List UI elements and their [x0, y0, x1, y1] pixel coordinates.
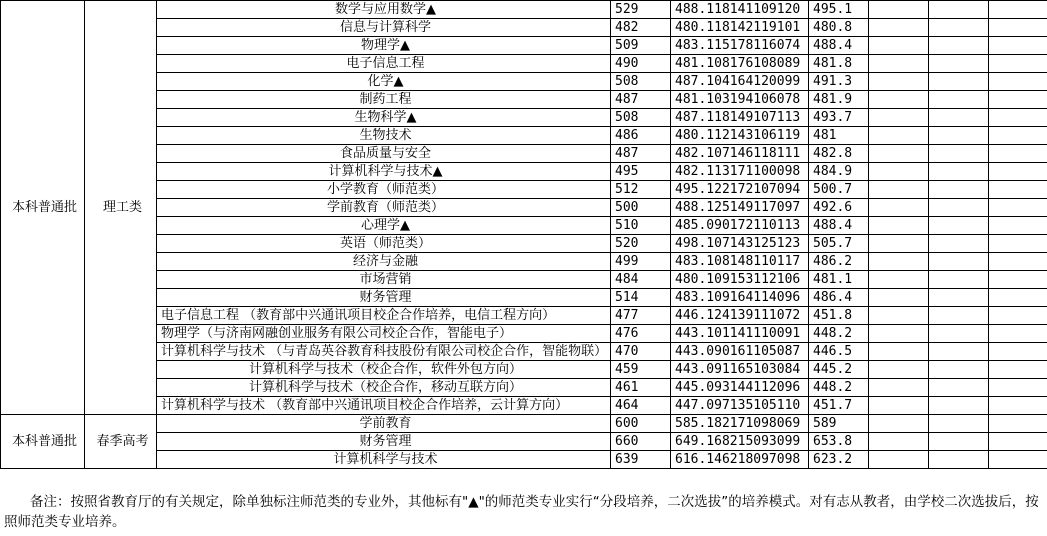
major-cell: 财务管理 — [157, 433, 611, 451]
avg-score-cell: 493.7 — [809, 109, 869, 127]
major-cell: 计算机科学与技术 （与青岛英谷教育科技股份有限公司校企合作，智能物联） — [157, 343, 611, 361]
empty-cell — [929, 415, 989, 433]
max-score-cell: 500 — [611, 199, 671, 217]
empty-cell — [869, 325, 929, 343]
table-row — [1, 271, 1047, 289]
avg-score-cell: 653.8 — [809, 433, 869, 451]
empty-cell — [989, 109, 1047, 127]
major-cell: 学前教育 — [157, 415, 611, 433]
ranking-code-cell: 483.108148110117 — [671, 253, 809, 271]
empty-cell — [929, 397, 989, 415]
max-score-cell: 639 — [611, 451, 671, 469]
max-score-cell: 600 — [611, 415, 671, 433]
empty-cell — [869, 127, 929, 145]
avg-score-cell: 446.5 — [809, 343, 869, 361]
major-cell: 物理学（与济南网融创业服务有限公司校企合作，智能电子） — [157, 325, 611, 343]
empty-cell — [929, 271, 989, 289]
max-score-cell: 510 — [611, 217, 671, 235]
avg-score-cell: 481.8 — [809, 55, 869, 73]
max-score-cell: 476 — [611, 325, 671, 343]
max-score-cell: 470 — [611, 343, 671, 361]
ranking-code-cell: 649.168215093099 — [671, 433, 809, 451]
table-row — [1, 109, 1047, 127]
empty-cell — [869, 289, 929, 307]
table-row — [1, 73, 1047, 91]
empty-cell — [989, 163, 1047, 181]
empty-cell — [929, 1, 989, 19]
table-row — [1, 55, 1047, 73]
avg-score-cell: 505.7 — [809, 235, 869, 253]
empty-cell — [989, 235, 1047, 253]
table-row — [1, 37, 1047, 55]
table-row — [1, 19, 1047, 37]
ranking-code-cell: 443.101141110091 — [671, 325, 809, 343]
empty-cell — [989, 415, 1047, 433]
ranking-code-cell: 488.125149117097 — [671, 199, 809, 217]
empty-cell — [869, 145, 929, 163]
table-row — [1, 253, 1047, 271]
table-row — [1, 451, 1047, 469]
empty-cell — [989, 217, 1047, 235]
max-score-cell: 461 — [611, 379, 671, 397]
avg-score-cell: 481.9 — [809, 91, 869, 109]
avg-score-cell: 481.1 — [809, 271, 869, 289]
empty-cell — [929, 307, 989, 325]
max-score-cell: 495 — [611, 163, 671, 181]
empty-cell — [929, 325, 989, 343]
avg-score-cell: 482.8 — [809, 145, 869, 163]
max-score-cell: 508 — [611, 109, 671, 127]
avg-score-cell: 486.2 — [809, 253, 869, 271]
empty-cell — [929, 181, 989, 199]
batch-cell: 本科普通批 — [1, 1, 85, 415]
empty-cell — [989, 289, 1047, 307]
major-cell: 生物技术 — [157, 127, 611, 145]
avg-score-cell: 451.7 — [809, 397, 869, 415]
max-score-cell: 508 — [611, 73, 671, 91]
empty-cell — [989, 145, 1047, 163]
ranking-code-cell: 481.108176108089 — [671, 55, 809, 73]
major-cell: 生物科学▲ — [157, 109, 611, 127]
ranking-code-cell: 616.146218097098 — [671, 451, 809, 469]
major-cell: 计算机科学与技术 （教育部中兴通讯项目校企合作培养，云计算方向） — [157, 397, 611, 415]
ranking-code-cell: 495.122172107094 — [671, 181, 809, 199]
major-cell: 电子信息工程 — [157, 55, 611, 73]
empty-cell — [929, 19, 989, 37]
ranking-code-cell: 447.097135105110 — [671, 397, 809, 415]
category-cell: 春季高考 — [85, 415, 157, 469]
empty-cell — [989, 199, 1047, 217]
major-cell: 计算机科学与技术▲ — [157, 163, 611, 181]
major-cell: 学前教育（师范类） — [157, 199, 611, 217]
major-cell: 经济与金融 — [157, 253, 611, 271]
max-score-cell: 514 — [611, 289, 671, 307]
avg-score-cell: 495.1 — [809, 1, 869, 19]
empty-cell — [929, 163, 989, 181]
avg-score-cell: 491.3 — [809, 73, 869, 91]
major-cell: 制药工程 — [157, 91, 611, 109]
max-score-cell: 499 — [611, 253, 671, 271]
major-cell: 食品质量与安全 — [157, 145, 611, 163]
empty-cell — [929, 199, 989, 217]
batch-cell: 本科普通批 — [1, 415, 85, 469]
table-row — [1, 235, 1047, 253]
ranking-code-cell: 443.091165103084 — [671, 361, 809, 379]
table-row — [1, 415, 1047, 433]
max-score-cell: 464 — [611, 397, 671, 415]
empty-cell — [869, 433, 929, 451]
empty-cell — [869, 235, 929, 253]
empty-cell — [869, 253, 929, 271]
max-score-cell: 486 — [611, 127, 671, 145]
table-row — [1, 361, 1047, 379]
table-row — [1, 325, 1047, 343]
empty-cell — [929, 91, 989, 109]
empty-cell — [929, 289, 989, 307]
table-row — [1, 163, 1047, 181]
table-row — [1, 199, 1047, 217]
ranking-code-cell: 487.104164120099 — [671, 73, 809, 91]
category-cell: 理工类 — [85, 1, 157, 415]
table-row — [1, 145, 1047, 163]
ranking-code-cell: 482.107146118111 — [671, 145, 809, 163]
table-row — [1, 307, 1047, 325]
empty-cell — [989, 361, 1047, 379]
major-cell: 计算机科学与技术（校企合作，移动互联方向） — [157, 379, 611, 397]
empty-cell — [989, 271, 1047, 289]
empty-cell — [989, 253, 1047, 271]
empty-cell — [869, 217, 929, 235]
empty-cell — [869, 415, 929, 433]
max-score-cell: 477 — [611, 307, 671, 325]
table-row — [1, 379, 1047, 397]
major-cell: 计算机科学与技术 — [157, 451, 611, 469]
empty-cell — [869, 163, 929, 181]
empty-cell — [989, 307, 1047, 325]
table-row — [1, 433, 1047, 451]
avg-score-cell: 492.6 — [809, 199, 869, 217]
max-score-cell: 529 — [611, 1, 671, 19]
avg-score-cell: 445.2 — [809, 361, 869, 379]
empty-cell — [869, 361, 929, 379]
empty-cell — [929, 361, 989, 379]
avg-score-cell: 484.9 — [809, 163, 869, 181]
footnote: 备注：按照省教育厅的有关规定，除单独标注师范类的专业外，其他标有"▲"的师范类专业实行“分段培养，二次选拔”的培养模式。对有志从教者，由学校二次选拔后，按照师范类专业培养。 — [4, 494, 1039, 530]
empty-cell — [989, 55, 1047, 73]
ranking-code-cell: 487.118149107113 — [671, 109, 809, 127]
empty-cell — [869, 55, 929, 73]
avg-score-cell: 448.2 — [809, 379, 869, 397]
ranking-code-cell: 483.115178116074 — [671, 37, 809, 55]
avg-score-cell: 481 — [809, 127, 869, 145]
empty-cell — [929, 127, 989, 145]
empty-cell — [989, 451, 1047, 469]
ranking-code-cell: 481.103194106078 — [671, 91, 809, 109]
empty-cell — [869, 199, 929, 217]
empty-cell — [869, 271, 929, 289]
avg-score-cell: 589 — [809, 415, 869, 433]
empty-cell — [929, 109, 989, 127]
empty-cell — [869, 307, 929, 325]
empty-cell — [929, 73, 989, 91]
max-score-cell: 660 — [611, 433, 671, 451]
empty-cell — [989, 343, 1047, 361]
max-score-cell: 487 — [611, 145, 671, 163]
avg-score-cell: 486.4 — [809, 289, 869, 307]
max-score-cell: 509 — [611, 37, 671, 55]
avg-score-cell: 488.4 — [809, 217, 869, 235]
empty-cell — [929, 451, 989, 469]
table-row — [1, 127, 1047, 145]
avg-score-cell: 488.4 — [809, 37, 869, 55]
table-row — [1, 343, 1047, 361]
empty-cell — [989, 379, 1047, 397]
empty-cell — [929, 37, 989, 55]
ranking-code-cell: 446.124139111072 — [671, 307, 809, 325]
avg-score-cell: 448.2 — [809, 325, 869, 343]
major-cell: 英语（师范类） — [157, 235, 611, 253]
avg-score-cell: 500.7 — [809, 181, 869, 199]
table-row — [1, 397, 1047, 415]
empty-cell — [869, 37, 929, 55]
table-row — [1, 91, 1047, 109]
empty-cell — [869, 73, 929, 91]
ranking-code-cell: 443.090161105087 — [671, 343, 809, 361]
empty-cell — [929, 253, 989, 271]
table-row — [1, 181, 1047, 199]
empty-cell — [929, 379, 989, 397]
empty-cell — [929, 235, 989, 253]
ranking-code-cell: 480.118142119101 — [671, 19, 809, 37]
ranking-code-cell: 488.118141109120 — [671, 1, 809, 19]
avg-score-cell: 623.2 — [809, 451, 869, 469]
ranking-code-cell: 585.182171098069 — [671, 415, 809, 433]
empty-cell — [989, 127, 1047, 145]
max-score-cell: 459 — [611, 361, 671, 379]
empty-cell — [869, 19, 929, 37]
major-cell: 数学与应用数学▲ — [157, 1, 611, 19]
empty-cell — [989, 19, 1047, 37]
ranking-code-cell: 480.109153112106 — [671, 271, 809, 289]
major-cell: 电子信息工程 （教育部中兴通讯项目校企合作培养，电信工程方向） — [157, 307, 611, 325]
max-score-cell: 482 — [611, 19, 671, 37]
avg-score-cell: 480.8 — [809, 19, 869, 37]
major-cell: 计算机科学与技术（校企合作，软件外包方向） — [157, 361, 611, 379]
empty-cell — [989, 37, 1047, 55]
major-cell: 市场营销 — [157, 271, 611, 289]
ranking-code-cell: 482.113171100098 — [671, 163, 809, 181]
major-cell: 财务管理 — [157, 289, 611, 307]
empty-cell — [869, 451, 929, 469]
major-cell: 物理学▲ — [157, 37, 611, 55]
empty-cell — [989, 433, 1047, 451]
empty-cell — [929, 343, 989, 361]
empty-cell — [989, 1, 1047, 19]
table-row — [1, 217, 1047, 235]
table-row — [1, 1, 1047, 19]
empty-cell — [869, 109, 929, 127]
empty-cell — [869, 379, 929, 397]
avg-score-cell: 451.8 — [809, 307, 869, 325]
max-score-cell: 490 — [611, 55, 671, 73]
empty-cell — [929, 217, 989, 235]
empty-cell — [989, 325, 1047, 343]
table-row — [1, 289, 1047, 307]
empty-cell — [989, 73, 1047, 91]
ranking-code-cell: 485.090172110113 — [671, 217, 809, 235]
max-score-cell: 520 — [611, 235, 671, 253]
empty-cell — [929, 145, 989, 163]
empty-cell — [869, 343, 929, 361]
empty-cell — [989, 397, 1047, 415]
major-cell: 心理学▲ — [157, 217, 611, 235]
empty-cell — [929, 55, 989, 73]
ranking-code-cell: 498.107143125123 — [671, 235, 809, 253]
ranking-code-cell: 445.093144112096 — [671, 379, 809, 397]
ranking-code-cell: 480.112143106119 — [671, 127, 809, 145]
max-score-cell: 512 — [611, 181, 671, 199]
empty-cell — [869, 91, 929, 109]
empty-cell — [869, 1, 929, 19]
empty-cell — [869, 181, 929, 199]
major-cell: 小学教育（师范类） — [157, 181, 611, 199]
major-cell: 化学▲ — [157, 73, 611, 91]
empty-cell — [869, 397, 929, 415]
major-cell: 信息与计算科学 — [157, 19, 611, 37]
empty-cell — [989, 181, 1047, 199]
empty-cell — [989, 91, 1047, 109]
empty-cell — [929, 433, 989, 451]
ranking-code-cell: 483.109164114096 — [671, 289, 809, 307]
max-score-cell: 487 — [611, 91, 671, 109]
max-score-cell: 484 — [611, 271, 671, 289]
